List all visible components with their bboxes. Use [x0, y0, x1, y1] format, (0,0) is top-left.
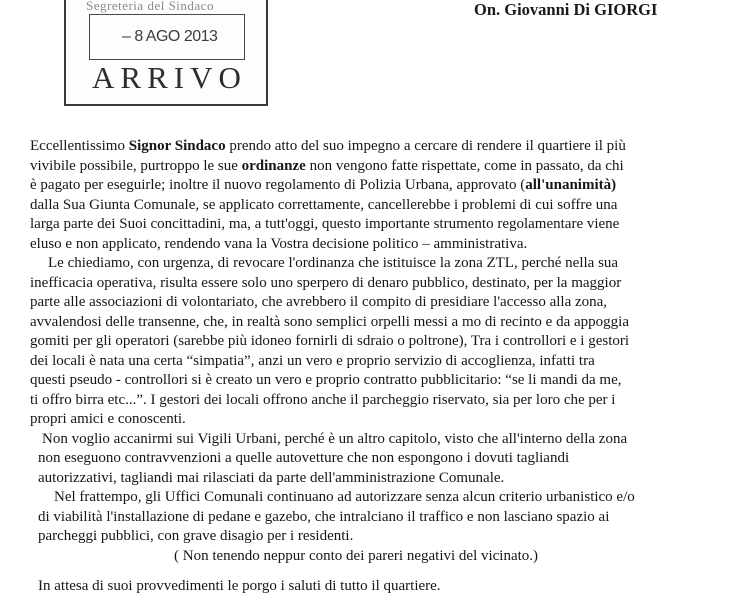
stamp-office-label: Segreteria del Sindaco [86, 0, 214, 13]
letter-line: è pagato per eseguirle; inoltre il nuovo regolamento di Polizia Urbana, approvato (all'unanimità) [30, 177, 617, 193]
paragraph-gap [30, 566, 730, 577]
letter-line: parte alle associazioni di volontariato, che avrebbero il compito di presidiare l'accesso alla zona, [30, 294, 608, 310]
letter-line: non eseguono contravvenzioni a quelle autovetture che non espongono i dovuti tagliandi [38, 450, 570, 466]
letter-line: autorizzativi, tagliandi mai rilasciati da parte dell'amministrazione Comunale. [38, 469, 505, 486]
letter-line: propri amici e conoscenti. [30, 411, 186, 427]
author-name: On. Giovanni Di GIORGI [474, 0, 658, 19]
ordinanze-bold: ordinanze [241, 157, 306, 174]
unanimita-bold: all'unanimità) [525, 177, 617, 193]
letter-line: di viabilità l'installazione di pedane e gazebo, che intralciano il traffico e non lasciano spazio ai [38, 508, 610, 525]
letter-line: dalla Sua Giunta Comunale, se applicato correttamente, cancellerebbe i problemi di cui soffre una [30, 196, 618, 213]
stamp-arrivo-label: ARRIVO [92, 60, 247, 95]
addressee-bold: Signor Sindaco [128, 138, 226, 154]
stamp-date-box [89, 14, 245, 60]
letter-line: parcheggi pubblici, con grave disagio per i residenti. [38, 528, 354, 544]
letter-line: inefficacia operativa, risulta essere solo uno sperpero di denaro pubblico, destinato, per la maggior [30, 274, 622, 291]
letter-closing: In attesa di suoi provvedimenti le porgo i saluti di tutto il quartiere. [38, 578, 441, 594]
letter-line: Non voglio accanirmi sui Vigili Urbani, perché è un altro capitolo, visto che all'interno della zona [42, 430, 628, 447]
letter-line: gomiti per gli operatori (sarebbe più idoneo fornirli di sdraio o poltrone), Tra i controllori e i gestori [30, 333, 630, 349]
stamp-date: – 8 AGO 2013 [122, 28, 218, 45]
letter-line: vivibile possibile, purtroppo le sue ordinanze non vengono fatte rispettate, come in passato, da chi [30, 157, 624, 174]
arrival-stamp [64, 0, 268, 106]
letter-body [30, 137, 730, 597]
letter-line: larga parte dei Suoi concittadini, ma, a tutt'oggi, questo importante strumento regolamentare viene [30, 216, 620, 232]
letter-line: questi pseudo - controllori si è creato un vero e proprio contratto pubblicitario: “se li mandi da me, [30, 372, 622, 388]
letter-line: avvalendosi delle transenne, che, in realtà sono semplici orpelli messi a mo di recinto e da appoggia [30, 313, 629, 330]
letter-line: dei locali è nata una certa “simpatia”, anzi un vero e proprio servizio di accoglienza, infatti tra [30, 352, 595, 369]
letter-note: ( Non tenendo neppur conto dei pareri negativi del vicinato.) [174, 547, 539, 564]
letter-line: eluso e non applicato, rendendo vana la Vostra decisione politico – amministrativa. [30, 235, 528, 252]
letter-line: Le chiediamo, con urgenza, di revocare l'ordinanza che istituisce la zona ZTL, perché nella sua [48, 255, 619, 271]
letter-line: Nel frattempo, gli Uffici Comunali continuano ad autorizzare senza alcun criterio urbanistico e/o [54, 489, 635, 505]
letter-line: Eccellentissimo Signor Sindaco prendo atto del suo impegno a cercare di rendere il quartiere il più [30, 138, 626, 154]
letter-line: ti offro birra etc...”. I gestori dei locali offrono anche il parcheggio riservato, sia per loro che per i [30, 391, 616, 408]
